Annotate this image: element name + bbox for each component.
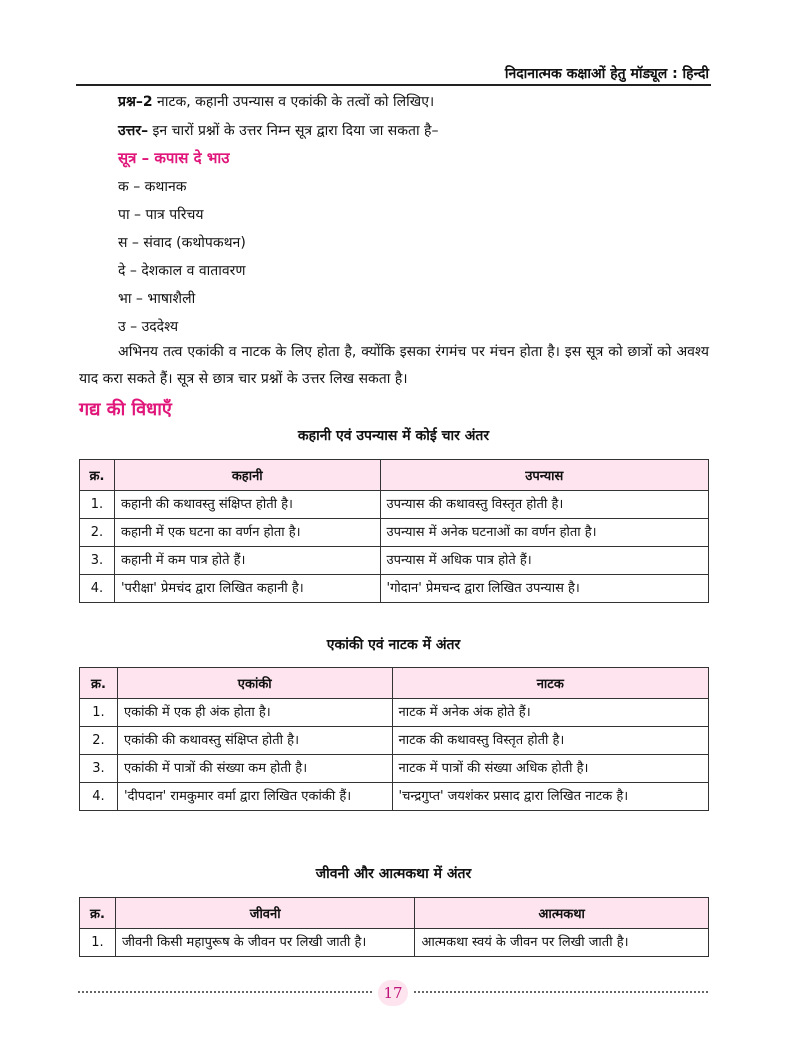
table-header-row (80, 668, 709, 699)
table-row (80, 699, 709, 727)
table-row (80, 519, 709, 547)
table-cell: नाटक में अनेक अंक होते हैं। (392, 699, 708, 727)
footer-ornament-left (78, 991, 372, 993)
table-cell: 'चन्द्रगुप्त' जयशंकर प्रसाद द्वारा लिखित नाटक है। (392, 783, 708, 811)
table-header-row (80, 460, 709, 491)
row-number: 2. (80, 727, 118, 755)
column-header: क्र. (80, 668, 118, 699)
row-number: 4. (80, 575, 115, 603)
table1-title: कहानी एवं उपन्यास में कोई चार अंतर (297, 428, 490, 444)
footer-ornament-right (414, 991, 708, 993)
column-header: कहानी (114, 460, 380, 491)
table-header-row (80, 898, 709, 929)
row-number: 2. (80, 519, 115, 547)
table-cell: जीवनी किसी महापुरूष के जीवन पर लिखी जाती है। (115, 929, 415, 957)
column-header: उपन्यास (380, 460, 708, 491)
sutra-item: दे – देशकाल व वातावरण (118, 263, 246, 279)
table-cell: 'दीपदान' रामकुमार वर्मा द्वारा लिखित एकांकी हैं। (117, 783, 392, 811)
table-row (80, 727, 709, 755)
row-number: 1. (80, 699, 118, 727)
answer-text: इन चारों प्रश्नों के उत्तर निम्न सूत्र द्वारा दिया जा सकता है– (148, 123, 439, 139)
header-rule (76, 84, 711, 86)
column-header: आत्मकथा (415, 898, 709, 929)
sutra-item: भा – भाषाशैली (118, 291, 196, 307)
table-cell: नाटक में पात्रों की संख्या अधिक होती है। (392, 755, 708, 783)
sutra-item: पा – पात्र परिचय (118, 207, 204, 223)
table-cell: 'परीक्षा' प्रेमचंद द्वारा लिखित कहानी है। (114, 575, 380, 603)
table-cell: उपन्यास की कथावस्तु विस्तृत होती है। (380, 491, 708, 519)
section-heading: गद्य की विधाएँ (79, 399, 172, 420)
row-number: 3. (80, 547, 115, 575)
table-cell: एकांकी में एक ही अंक होता है। (117, 699, 392, 727)
answer-label: उत्तर– (118, 123, 149, 139)
table-cell: उपन्यास में अनेक घटनाओं का वर्णन होता है। (380, 519, 708, 547)
table3-title: जीवनी और आत्मकथा में अंतर (315, 866, 472, 882)
table-cell: कहानी में एक घटना का वर्णन होता है। (114, 519, 380, 547)
table-cell: आत्मकथा स्वयं के जीवन पर लिखी जाती है। (415, 929, 709, 957)
table-row (80, 755, 709, 783)
table-cell: 'गोदान' प्रेमचन्द द्वारा लिखित उपन्यास है। (380, 575, 708, 603)
sutra-item: स – संवाद (कथोपकथन) (118, 235, 246, 251)
page-number: 17 (378, 980, 408, 1006)
sutra-item: उ – उददेश्य (118, 319, 179, 335)
column-header: क्र. (80, 460, 115, 491)
row-number: 3. (80, 755, 118, 783)
column-header: जीवनी (115, 898, 415, 929)
table-cell: उपन्यास में अधिक पात्र होते हैं। (380, 547, 708, 575)
one-act-drama-table (79, 667, 709, 811)
table-row (80, 575, 709, 603)
row-number: 4. (80, 783, 118, 811)
column-header: नाटक (392, 668, 708, 699)
table-row (80, 783, 709, 811)
table-cell: एकांकी की कथावस्तु संक्षिप्त होती है। (117, 727, 392, 755)
note-paragraph: अभिनय तत्व एकांकी व नाटक के लिए होता है, क्योंकि इसका रंगमंच पर मंचन होता है। इस सूत्र को छात्रों को अवश्य याद करा सकते हैं। सूत्र से छात्र चार प्रश्नों के उत्तर लिख सकता है। (79, 344, 709, 387)
row-number: 1. (80, 929, 116, 957)
row-number: 1. (80, 491, 115, 519)
table-row (80, 491, 709, 519)
table-cell: एकांकी में पात्रों की संख्या कम होती है। (117, 755, 392, 783)
table-row (80, 929, 709, 957)
running-header: निदानात्मक कक्षाओं हेतु मॉड्यूल : हिन्दी (504, 66, 709, 82)
answer-line (118, 121, 439, 141)
biography-autobiography-table (79, 897, 709, 957)
column-header: एकांकी (117, 668, 392, 699)
sutra-title: सूत्र – कपास दे भाउ (118, 149, 230, 167)
table-cell: नाटक की कथावस्तु विस्तृत होती है। (392, 727, 708, 755)
column-header: क्र. (80, 898, 116, 929)
table2-title: एकांकी एवं नाटक में अंतर (326, 637, 461, 653)
question-text: नाटक, कहानी उपन्यास व एकांकी के तत्वों को लिखिए। (152, 94, 435, 110)
table-cell: कहानी में कम पात्र होते हैं। (114, 547, 380, 575)
table-cell: कहानी की कथावस्तु संक्षिप्त होती है। (114, 491, 380, 519)
question-label: प्रश्न–2 (118, 94, 153, 110)
table-row (80, 547, 709, 575)
story-novel-table (79, 459, 709, 603)
sutra-item: क – कथानक (118, 179, 187, 195)
question-line (118, 92, 434, 112)
